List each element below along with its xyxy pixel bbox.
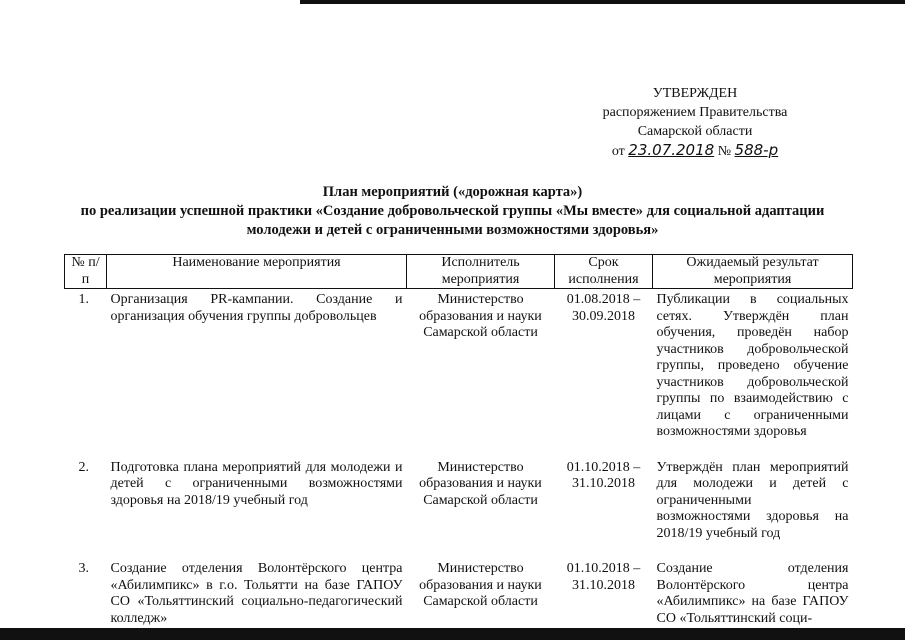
plan-table	[64, 254, 853, 643]
row-name: Организация PR-кампании. Создание и организация обучения группы добровольцев	[110, 292, 403, 324]
row-deadline: 01.10.2018 – 31.10.2018	[566, 459, 641, 491]
scan-bottom-edge	[0, 628, 905, 640]
header-result: Ожидаемый результат мероприятия	[653, 255, 853, 289]
row-executor: Министерство образования и науки Самарской области	[419, 292, 542, 340]
row-deadline: 01.10.2018 – 31.10.2018	[566, 561, 641, 593]
approval-stamp	[575, 84, 815, 161]
row-name: Создание отделения Волонтёрского центра «Абилимпикс» в г.о. Тольятти на базе ГАПОУ СО «Тольяттинский социально-педагогический колледж»	[110, 561, 403, 626]
table-header-row	[65, 255, 853, 289]
number-value: 588-р	[734, 141, 779, 159]
approval-line-2: Самарской области	[637, 124, 753, 139]
approval-line-1: распоряжением Правительства	[602, 105, 788, 120]
row-executor: Министерство образования и науки Самарской области	[419, 459, 542, 508]
row-deadline: 01.08.2018 – 30.09.2018	[566, 292, 641, 324]
approval-heading: УТВЕРЖДЕН	[652, 86, 738, 101]
date-prefix: от	[611, 144, 625, 159]
approval-date-line	[575, 141, 815, 161]
row-result: Утверждён план мероприятий для молодежи и детей с ограниченными возможностями здоровья на 2018/19 учебный год	[656, 459, 849, 541]
row-name: Подготовка плана мероприятий для молодежи и детей с ограниченными возможностями здоровья на 2018/19 учебный год	[110, 459, 403, 508]
header-name: Наименование мероприятия	[107, 255, 407, 289]
header-deadline: Срок исполнения	[555, 255, 653, 289]
title-line-1: План мероприятий («дорожная карта»)	[322, 184, 583, 200]
row-executor: Министерство образования и науки Самарской области	[419, 561, 542, 609]
table-row	[65, 457, 853, 559]
number-prefix: №	[717, 144, 732, 159]
row-result: Создание отделения Волонтёрского центра «Абилимпикс» на базе ГАПОУ СО «Тольяттинский соци-	[656, 561, 849, 626]
table-row	[65, 289, 853, 457]
title-line-2: по реализации успешной практики «Создание добровольческой группы «Мы вместе» для социальной адаптации	[80, 203, 825, 219]
document-title	[20, 183, 885, 240]
date-value: 23.07.2018	[628, 141, 715, 159]
scan-top-edge	[300, 0, 905, 4]
row-result: Публикации в социальных сетях. Утверждён план обучения, проведён набор участников добровольческой группы, проведено обучение участников добровольческой группы по взаимодействию с лицами с ограниченными возможностями здоровья	[656, 292, 849, 439]
title-line-3: молодежи и детей с ограниченными возможностями здоровья»	[246, 222, 659, 238]
header-executor: Исполнитель мероприятия	[407, 255, 555, 289]
row-num: 3.	[78, 561, 89, 576]
row-num: 2.	[78, 459, 89, 475]
header-num: № п/п	[65, 255, 107, 289]
row-num: 1.	[78, 292, 89, 307]
